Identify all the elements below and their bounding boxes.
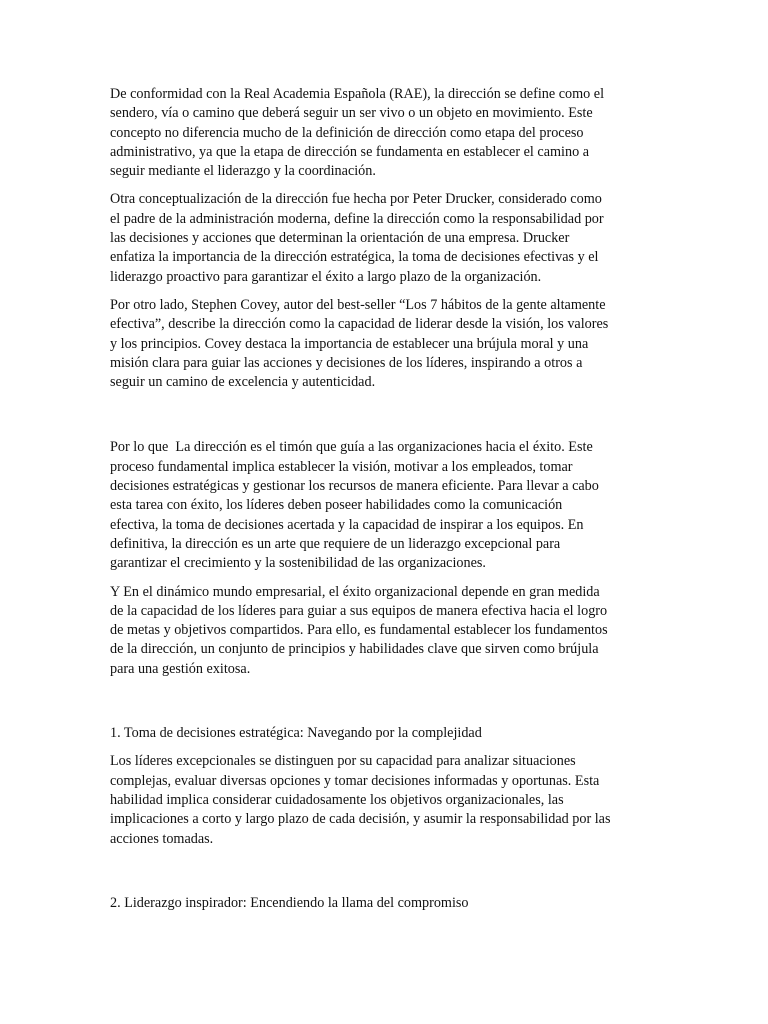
paragraph-mundo-empresarial: Y En el dinámico mundo empresarial, el éxito organizacional depende en gran medida de la capacidad de los líderes para guiar a sus equipos de manera efectiva hacia el logro de metas y objetivos compartidos. Para ello, es fundamental establecer los fundamentos de la dirección, un conjunto de principios y habilidades clave que sirven como brújula para una gestión exitosa. xyxy=(110,583,608,677)
paragraph-rae-definition: De conformidad con la Real Academia Española (RAE), la dirección se define como el sendero, vía o camino que deberá seguir un ser vivo o un objeto en movimiento. Este concepto no diferencia mucho de la definición de dirección como etapa del proceso administrativo, ya que la etapa de dirección se fundamenta en establecer el camino a seguir mediante el liderazgo y la coordinación. xyxy=(110,86,605,180)
paragraph-drucker: Otra conceptualización de la dirección fue hecha por Peter Drucker, considerado como el padre de la administración moderna, define la dirección como la responsabilidad por las decisiones y acciones que determinan la orientación de una empresa. Drucker enfatiza la importancia de la dirección estratégica, la toma de decisiones efectivas y el liderazgo proactivo para garantizar el éxito a largo plazo de la organización. xyxy=(110,191,604,285)
paragraph-covey: Por otro lado, Stephen Covey, autor del best-seller “Los 7 hábitos de la gente altamente efectiva”, describe la dirección como la capacidad de liderar desde la visión, los valores y los principios. Covey destaca la importancia de establecer una brújula moral y una misión clara para guiar las acciones y decisiones de los líderes, inspirando a otros a seguir un camino de excelencia y autenticidad. xyxy=(110,296,609,391)
paragraph-direccion-timon: Por lo que La dirección es el timón que guía a las organizaciones hacia el éxito. Este proceso fundamental implica establecer la visión, motivar a los empleados, tomar decisiones estratégicas y gestionar los recursos de manera eficiente. Para llevar a cabo esta tarea con éxito, los líderes deben poseer habilidades como la comunicación efectiva, la toma de decisiones acertada y la capacidad de inspirar a los equipos. En definitiva, la dirección es un arte que requiere de un liderazgo excepcional para garantizar el crecimiento y la sostenibilidad de las organizaciones. xyxy=(110,439,599,572)
section-heading-liderazgo: 2. Liderazgo inspirador: Encendiendo la llama del compromiso xyxy=(110,894,469,911)
paragraph-toma-decisiones: Los líderes excepcionales se distinguen por su capacidad para analizar situaciones complejas, evaluar diversas opciones y tomar decisiones informadas y oportunas. Esta habilidad implica considerar cuidadosamente los objetivos organizacionales, las implicaciones a corto y largo plazo de cada decisión, y asumir la responsabilidad por las acciones tomadas. xyxy=(110,753,611,847)
section-heading-toma-decisiones: 1. Toma de decisiones estratégica: Navegando por la complejidad xyxy=(110,725,482,742)
document-page xyxy=(110,85,670,913)
